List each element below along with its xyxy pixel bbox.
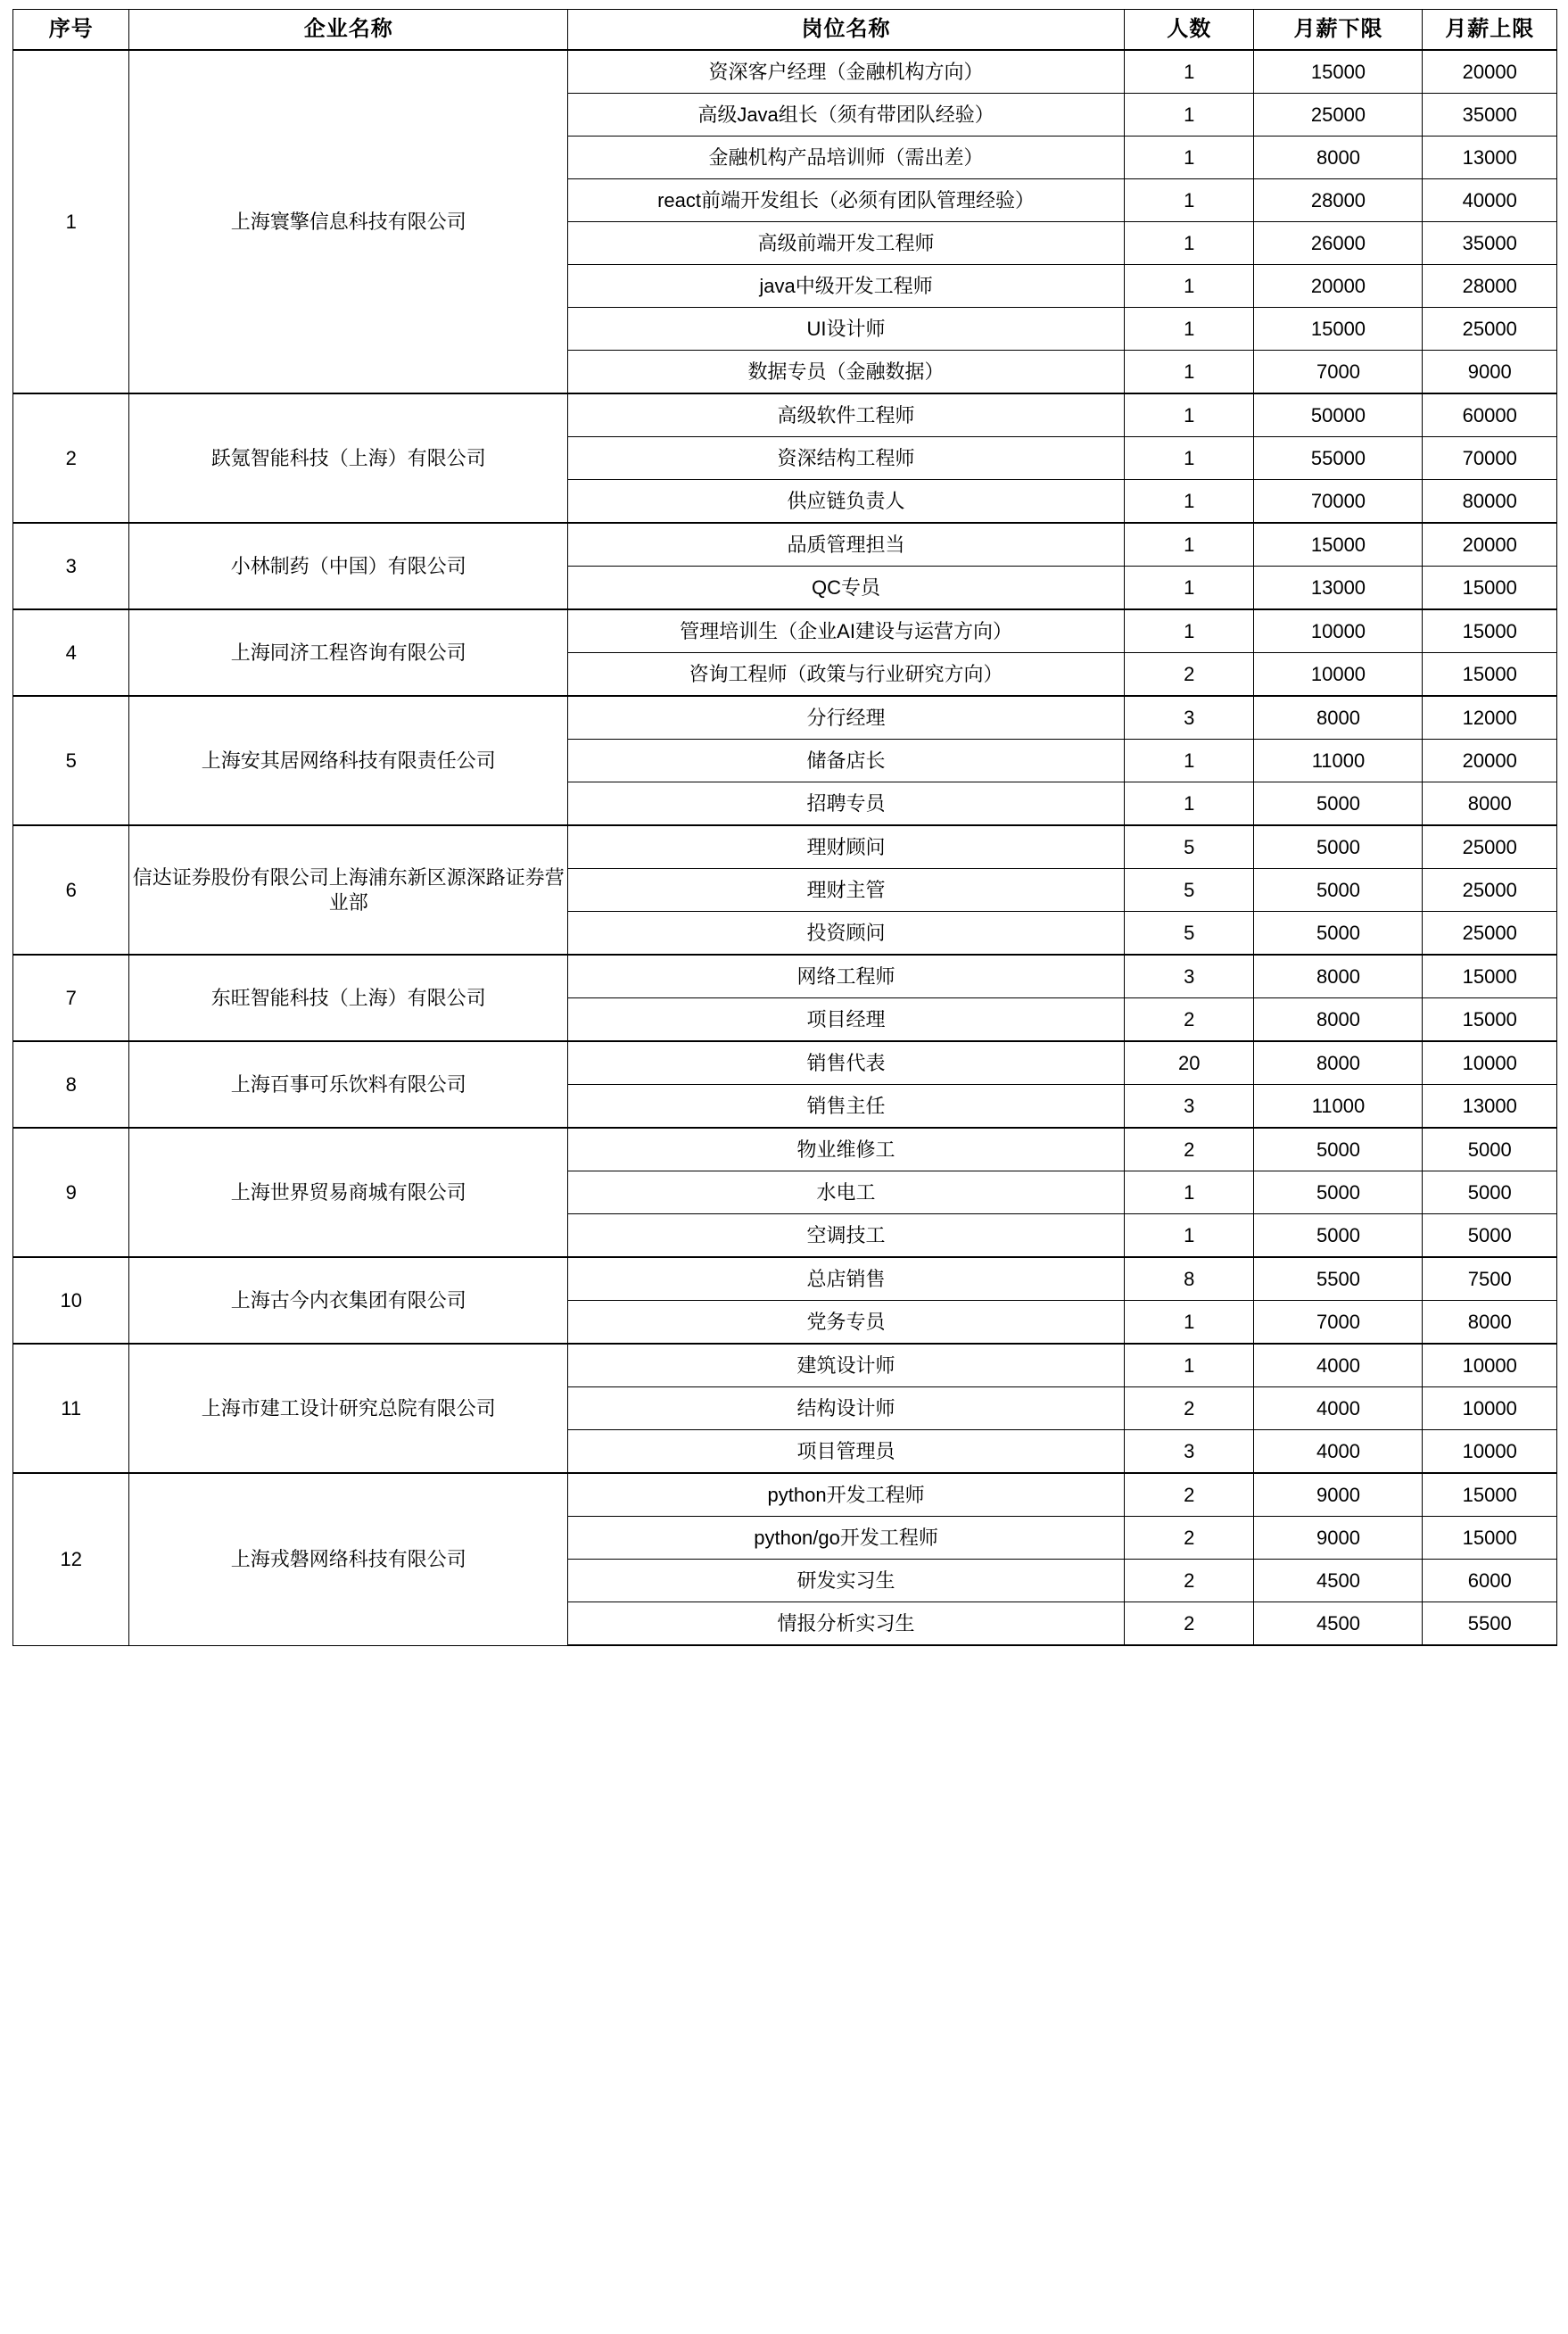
cell-job-title: 高级软件工程师 [568,393,1125,437]
cell-salary-high: 15000 [1423,955,1557,998]
cell-headcount: 1 [1124,137,1254,179]
cell-salary-high: 5500 [1423,1602,1557,1646]
cell-company-name: 信达证券股份有限公司上海浦东新区源深路证券营业部 [129,825,568,955]
cell-salary-high: 6000 [1423,1560,1557,1602]
cell-salary-low: 55000 [1254,437,1423,480]
cell-headcount: 1 [1124,1301,1254,1345]
cell-seq: 10 [13,1257,129,1344]
cell-salary-low: 50000 [1254,393,1423,437]
cell-headcount: 20 [1124,1041,1254,1085]
cell-company-name: 上海安其居网络科技有限责任公司 [129,696,568,825]
cell-salary-low: 9000 [1254,1473,1423,1517]
cell-job-title: 高级Java组长（须有带团队经验） [568,94,1125,137]
cell-job-title: 金融机构产品培训师（需出差） [568,137,1125,179]
cell-salary-low: 15000 [1254,308,1423,351]
cell-salary-high: 15000 [1423,609,1557,653]
cell-seq: 1 [13,50,129,393]
cell-job-title: 理财主管 [568,869,1125,912]
cell-salary-high: 12000 [1423,696,1557,740]
column-header-job: 岗位名称 [568,10,1125,51]
cell-company-name: 上海寰擎信息科技有限公司 [129,50,568,393]
cell-job-title: 建筑设计师 [568,1344,1125,1387]
cell-seq: 12 [13,1473,129,1645]
cell-job-title: 总店销售 [568,1257,1125,1301]
cell-company-name: 上海世界贸易商城有限公司 [129,1128,568,1257]
cell-salary-low: 5000 [1254,912,1423,956]
cell-salary-low: 4000 [1254,1430,1423,1474]
cell-salary-low: 20000 [1254,265,1423,308]
cell-salary-low: 7000 [1254,1301,1423,1345]
cell-company-name: 小林制药（中国）有限公司 [129,523,568,609]
cell-headcount: 1 [1124,567,1254,610]
table-row [13,1344,1557,1387]
cell-salary-high: 80000 [1423,480,1557,524]
cell-salary-high: 15000 [1423,1473,1557,1517]
cell-salary-high: 13000 [1423,1085,1557,1129]
cell-job-title: 品质管理担当 [568,523,1125,567]
recruitment-table [12,9,1557,1646]
cell-salary-high: 15000 [1423,998,1557,1042]
column-header-seq: 序号 [13,10,129,51]
cell-company-name: 上海同济工程咨询有限公司 [129,609,568,696]
cell-job-title: QC专员 [568,567,1125,610]
cell-salary-low: 5000 [1254,1171,1423,1214]
cell-headcount: 5 [1124,869,1254,912]
cell-salary-high: 13000 [1423,137,1557,179]
table-row [13,1473,1557,1517]
cell-salary-low: 8000 [1254,955,1423,998]
cell-job-title: 水电工 [568,1171,1125,1214]
cell-job-title: 结构设计师 [568,1387,1125,1430]
cell-salary-low: 11000 [1254,740,1423,782]
cell-salary-low: 15000 [1254,523,1423,567]
cell-salary-high: 10000 [1423,1041,1557,1085]
cell-seq: 5 [13,696,129,825]
cell-headcount: 1 [1124,393,1254,437]
cell-seq: 7 [13,955,129,1041]
cell-salary-high: 25000 [1423,869,1557,912]
cell-salary-high: 40000 [1423,179,1557,222]
cell-headcount: 5 [1124,912,1254,956]
table-row [13,50,1557,94]
cell-salary-high: 20000 [1423,523,1557,567]
cell-job-title: 供应链负责人 [568,480,1125,524]
cell-headcount: 2 [1124,1602,1254,1646]
cell-headcount: 1 [1124,480,1254,524]
cell-salary-high: 7500 [1423,1257,1557,1301]
cell-salary-low: 5000 [1254,869,1423,912]
cell-headcount: 1 [1124,437,1254,480]
cell-headcount: 8 [1124,1257,1254,1301]
cell-headcount: 3 [1124,955,1254,998]
table-row [13,1257,1557,1301]
cell-headcount: 1 [1124,351,1254,394]
cell-seq: 2 [13,393,129,523]
column-header-salary-high: 月薪上限 [1423,10,1557,51]
cell-job-title: java中级开发工程师 [568,265,1125,308]
cell-salary-low: 4500 [1254,1602,1423,1646]
cell-job-title: 资深结构工程师 [568,437,1125,480]
table-row [13,955,1557,998]
cell-salary-low: 13000 [1254,567,1423,610]
cell-headcount: 2 [1124,1128,1254,1171]
table-row [13,393,1557,437]
cell-job-title: 分行经理 [568,696,1125,740]
cell-headcount: 5 [1124,825,1254,869]
cell-company-name: 上海戎磐网络科技有限公司 [129,1473,568,1645]
cell-salary-low: 8000 [1254,137,1423,179]
cell-job-title: 销售主任 [568,1085,1125,1129]
cell-job-title: 党务专员 [568,1301,1125,1345]
cell-salary-low: 5000 [1254,1128,1423,1171]
cell-headcount: 1 [1124,94,1254,137]
table-row [13,825,1557,869]
cell-job-title: 销售代表 [568,1041,1125,1085]
cell-salary-high: 5000 [1423,1128,1557,1171]
cell-salary-high: 15000 [1423,1517,1557,1560]
cell-salary-high: 20000 [1423,740,1557,782]
cell-salary-high: 10000 [1423,1387,1557,1430]
cell-salary-low: 25000 [1254,94,1423,137]
cell-salary-low: 5000 [1254,1214,1423,1258]
cell-job-title: 空调技工 [568,1214,1125,1258]
cell-job-title: UI设计师 [568,308,1125,351]
cell-headcount: 3 [1124,1085,1254,1129]
cell-job-title: 物业维修工 [568,1128,1125,1171]
table-body [13,50,1557,1645]
cell-headcount: 2 [1124,998,1254,1042]
cell-headcount: 1 [1124,222,1254,265]
cell-salary-low: 8000 [1254,998,1423,1042]
cell-headcount: 1 [1124,1344,1254,1387]
cell-salary-high: 60000 [1423,393,1557,437]
column-header-company: 企业名称 [129,10,568,51]
cell-salary-high: 35000 [1423,94,1557,137]
cell-seq: 6 [13,825,129,955]
cell-salary-high: 10000 [1423,1344,1557,1387]
cell-salary-low: 5500 [1254,1257,1423,1301]
cell-headcount: 2 [1124,1387,1254,1430]
cell-salary-low: 70000 [1254,480,1423,524]
cell-headcount: 1 [1124,50,1254,94]
cell-job-title: 研发实习生 [568,1560,1125,1602]
cell-company-name: 上海古今内衣集团有限公司 [129,1257,568,1344]
cell-salary-high: 8000 [1423,1301,1557,1345]
header-row [13,10,1557,51]
cell-headcount: 1 [1124,1214,1254,1258]
cell-headcount: 1 [1124,782,1254,826]
column-header-count: 人数 [1124,10,1254,51]
cell-salary-low: 8000 [1254,696,1423,740]
cell-headcount: 2 [1124,1517,1254,1560]
cell-headcount: 1 [1124,265,1254,308]
cell-salary-low: 10000 [1254,653,1423,697]
cell-job-title: 数据专员（金融数据） [568,351,1125,394]
column-header-salary-low: 月薪下限 [1254,10,1423,51]
cell-salary-low: 4500 [1254,1560,1423,1602]
cell-company-name: 上海市建工设计研究总院有限公司 [129,1344,568,1473]
cell-headcount: 3 [1124,696,1254,740]
cell-salary-low: 28000 [1254,179,1423,222]
cell-salary-high: 8000 [1423,782,1557,826]
cell-job-title: 储备店长 [568,740,1125,782]
cell-salary-low: 15000 [1254,50,1423,94]
cell-salary-low: 11000 [1254,1085,1423,1129]
cell-job-title: 理财顾问 [568,825,1125,869]
cell-salary-high: 25000 [1423,912,1557,956]
cell-job-title: react前端开发组长（必须有团队管理经验） [568,179,1125,222]
cell-salary-high: 20000 [1423,50,1557,94]
cell-job-title: 投资顾问 [568,912,1125,956]
cell-job-title: python/go开发工程师 [568,1517,1125,1560]
cell-job-title: 项目经理 [568,998,1125,1042]
cell-salary-low: 5000 [1254,825,1423,869]
table-row [13,696,1557,740]
cell-salary-high: 15000 [1423,653,1557,697]
cell-headcount: 2 [1124,1473,1254,1517]
cell-salary-low: 26000 [1254,222,1423,265]
cell-salary-high: 15000 [1423,567,1557,610]
cell-headcount: 1 [1124,179,1254,222]
cell-headcount: 1 [1124,1171,1254,1214]
cell-job-title: 项目管理员 [568,1430,1125,1474]
cell-salary-low: 4000 [1254,1344,1423,1387]
cell-salary-low: 10000 [1254,609,1423,653]
cell-salary-low: 7000 [1254,351,1423,394]
cell-salary-high: 10000 [1423,1430,1557,1474]
cell-job-title: 招聘专员 [568,782,1125,826]
cell-headcount: 2 [1124,1560,1254,1602]
cell-salary-high: 9000 [1423,351,1557,394]
cell-seq: 11 [13,1344,129,1473]
cell-job-title: 管理培训生（企业AI建设与运营方向） [568,609,1125,653]
cell-salary-low: 5000 [1254,782,1423,826]
cell-headcount: 3 [1124,1430,1254,1474]
cell-company-name: 上海百事可乐饮料有限公司 [129,1041,568,1128]
cell-seq: 4 [13,609,129,696]
cell-job-title: 高级前端开发工程师 [568,222,1125,265]
table-row [13,609,1557,653]
cell-job-title: 资深客户经理（金融机构方向） [568,50,1125,94]
cell-seq: 3 [13,523,129,609]
cell-job-title: 网络工程师 [568,955,1125,998]
table-row [13,1041,1557,1085]
cell-job-title: 情报分析实习生 [568,1602,1125,1646]
cell-salary-low: 8000 [1254,1041,1423,1085]
cell-headcount: 1 [1124,609,1254,653]
table-header [13,10,1557,51]
cell-seq: 9 [13,1128,129,1257]
cell-seq: 8 [13,1041,129,1128]
cell-salary-high: 70000 [1423,437,1557,480]
cell-job-title: 咨询工程师（政策与行业研究方向） [568,653,1125,697]
cell-job-title: python开发工程师 [568,1473,1125,1517]
cell-headcount: 1 [1124,523,1254,567]
cell-salary-high: 25000 [1423,308,1557,351]
table-row [13,523,1557,567]
cell-salary-high: 5000 [1423,1214,1557,1258]
cell-headcount: 2 [1124,653,1254,697]
cell-headcount: 1 [1124,308,1254,351]
cell-salary-high: 5000 [1423,1171,1557,1214]
cell-salary-high: 35000 [1423,222,1557,265]
cell-company-name: 东旺智能科技（上海）有限公司 [129,955,568,1041]
cell-headcount: 1 [1124,740,1254,782]
cell-salary-high: 25000 [1423,825,1557,869]
cell-salary-low: 4000 [1254,1387,1423,1430]
cell-salary-low: 9000 [1254,1517,1423,1560]
table-row [13,1128,1557,1171]
cell-salary-high: 28000 [1423,265,1557,308]
cell-company-name: 跃氪智能科技（上海）有限公司 [129,393,568,523]
